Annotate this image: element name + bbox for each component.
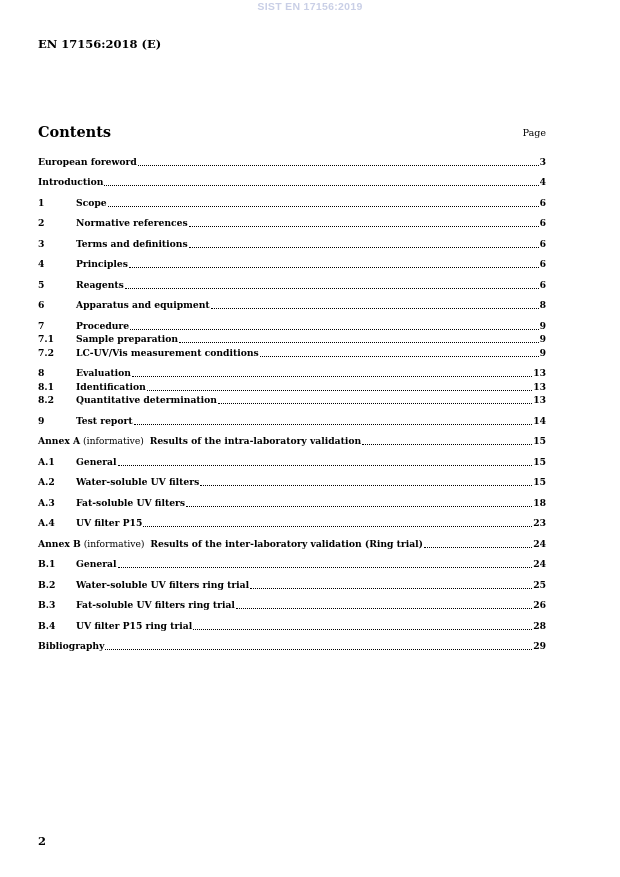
toc-entry-title: Principles — [76, 259, 128, 270]
toc-entry-page: 25 — [533, 579, 546, 591]
toc-entry[interactable] — [38, 476, 546, 490]
toc-entry[interactable] — [38, 517, 546, 531]
toc-entry[interactable] — [38, 346, 546, 360]
toc-entry-number: 2 — [38, 218, 45, 229]
toc-entry-number: A.4 — [38, 518, 55, 529]
toc-entry-page: 13 — [533, 368, 546, 379]
toc-entry[interactable] — [38, 578, 546, 592]
toc-entry-number: 9 — [38, 415, 45, 427]
dot-leader — [250, 588, 532, 589]
toc-entry-number: 7.2 — [38, 347, 54, 359]
toc-entry[interactable] — [38, 496, 546, 510]
toc-entry-title: Bibliography — [38, 641, 105, 652]
toc-entry-title: Reagents — [76, 279, 124, 291]
toc-entry-page: 26 — [533, 600, 546, 611]
dot-leader — [147, 390, 532, 391]
toc-entry-title: Identification — [76, 381, 146, 393]
toc-entry-title: UV filter P15 — [76, 518, 143, 529]
toc-entry-number: A.1 — [38, 456, 55, 468]
toc-entry-page: 6 — [539, 279, 546, 291]
toc-entry-title: Test report — [76, 415, 133, 427]
watermark: SIST EN 17156:2019 — [257, 1, 363, 13]
toc-entry-title — [38, 539, 423, 551]
toc-entry-number: 7.1 — [38, 334, 54, 345]
dot-leader — [118, 465, 533, 466]
dot-leader — [211, 308, 539, 309]
toc-entry[interactable] — [38, 619, 546, 633]
dot-leader — [186, 506, 532, 507]
dot-leader — [193, 629, 532, 630]
dot-leader — [143, 526, 532, 527]
dot-leader — [134, 424, 533, 425]
toc-entry[interactable] — [38, 333, 546, 347]
dot-leader — [104, 185, 538, 186]
dot-leader — [236, 608, 532, 609]
dot-leader — [200, 485, 532, 486]
toc-entry[interactable] — [38, 319, 546, 333]
toc-entry-title — [38, 436, 361, 448]
toc-entry-title: Introduction — [38, 177, 104, 188]
toc-entry-page: 6 — [539, 259, 546, 270]
table-of-contents — [38, 155, 546, 653]
toc-entry[interactable] — [38, 537, 546, 551]
toc-entry-page: 14 — [533, 415, 546, 427]
dot-leader — [125, 288, 539, 289]
page-number: 2 — [38, 834, 47, 848]
dot-leader — [138, 165, 539, 166]
toc-entry[interactable] — [38, 558, 546, 572]
toc-entry-title: European foreword — [38, 156, 137, 168]
toc-entry[interactable] — [38, 640, 546, 654]
toc-entry-title: General — [76, 456, 117, 468]
toc-entry-page: 9 — [539, 334, 546, 345]
toc-entry-page: 8 — [539, 300, 546, 311]
annex-type: (informative) — [80, 436, 150, 447]
toc-entry-number: A.2 — [38, 477, 55, 488]
toc-entry-title: Terms and definitions — [76, 238, 188, 250]
toc-entry[interactable] — [38, 435, 546, 449]
toc-entry-title: Normative references — [76, 218, 188, 229]
toc-entry-page: 6 — [539, 218, 546, 229]
toc-entry-number: 8.2 — [38, 395, 54, 406]
dot-leader — [424, 547, 532, 548]
dot-leader — [108, 206, 539, 207]
dot-leader — [362, 444, 532, 445]
dot-leader — [129, 267, 539, 268]
page-column-label: Page — [522, 128, 546, 139]
dot-leader — [189, 226, 539, 227]
toc-entry-page: 23 — [533, 518, 546, 529]
toc-entry-title: Evaluation — [76, 368, 131, 379]
toc-entry-page: 24 — [533, 538, 546, 550]
toc-entry-title: Fat-soluble UV filters — [76, 497, 186, 509]
toc-entry-title: General — [76, 559, 117, 570]
toc-entry-title: Water-soluble UV filters — [76, 477, 200, 488]
toc-entry-page: 15 — [533, 436, 546, 447]
annex-title: Results of the inter-laboratory validation (Ring trial) — [150, 538, 424, 550]
toc-entry[interactable] — [38, 217, 546, 231]
contents-title: Contents — [38, 124, 112, 141]
toc-entry-title: Sample preparation — [76, 334, 179, 345]
toc-entry-number: 7 — [38, 320, 45, 332]
toc-entry[interactable] — [38, 258, 546, 272]
toc-entry-title: Procedure — [76, 320, 130, 332]
toc-entry-page: 9 — [539, 347, 546, 359]
dot-leader — [118, 567, 533, 568]
toc-entry[interactable] — [38, 414, 546, 428]
toc-entry-number: 8 — [38, 368, 45, 379]
toc-entry-number: 4 — [38, 259, 45, 270]
dot-leader — [260, 356, 539, 357]
toc-entry-title: Fat-soluble UV filters ring trial — [76, 600, 235, 611]
toc-entry-title: Scope — [76, 197, 107, 209]
toc-entry-title: Water-soluble UV filters ring trial — [76, 579, 250, 591]
toc-entry[interactable] — [38, 367, 546, 381]
toc-entry-number: 5 — [38, 279, 45, 291]
toc-entry-number: 6 — [38, 300, 45, 311]
toc-entry-page: 15 — [533, 477, 546, 488]
dot-leader — [105, 649, 532, 650]
toc-entry[interactable] — [38, 196, 546, 210]
toc-entry-title: Apparatus and equipment — [76, 300, 210, 311]
toc-entry[interactable] — [38, 380, 546, 394]
dot-leader — [189, 247, 539, 248]
toc-entry-number: B.3 — [38, 600, 56, 611]
toc-entry-title: UV filter P15 ring trial — [76, 620, 193, 632]
dot-leader — [218, 403, 532, 404]
toc-entry[interactable] — [38, 237, 546, 251]
toc-entry-page: 9 — [539, 320, 546, 332]
toc-entry-page: 29 — [533, 641, 546, 652]
toc-entry[interactable] — [38, 155, 546, 169]
toc-entry-number: 8.1 — [38, 381, 54, 393]
dot-leader — [130, 329, 538, 330]
toc-entry-number: 1 — [38, 197, 45, 209]
dot-leader — [179, 342, 539, 343]
toc-entry[interactable] — [38, 299, 546, 313]
toc-entry-title: Quantitative determination — [76, 395, 217, 406]
toc-entry-page: 13 — [533, 381, 546, 393]
toc-entry-number: B.1 — [38, 559, 56, 570]
toc-entry-number: A.3 — [38, 497, 55, 509]
toc-entry-page: 24 — [533, 559, 546, 570]
toc-entry[interactable] — [38, 599, 546, 613]
annex-type: (informative) — [80, 538, 151, 550]
toc-entry[interactable] — [38, 394, 546, 408]
toc-entry[interactable] — [38, 278, 546, 292]
toc-entry-page: 3 — [539, 156, 546, 168]
toc-entry-page: 6 — [539, 238, 546, 250]
toc-entry-page: 4 — [539, 177, 546, 188]
annex-title: Results of the intra-laboratory validation — [149, 436, 362, 447]
toc-entry-page: 18 — [533, 497, 546, 509]
toc-entry-number: B.4 — [38, 620, 56, 632]
toc-entry-page: 13 — [533, 395, 546, 406]
toc-entry-page: 28 — [533, 620, 546, 632]
annex-label: Annex B — [38, 538, 81, 550]
document-id: EN 17156:2018 (E) — [38, 37, 162, 51]
toc-entry-title: LC-UV/Vis measurement conditions — [76, 347, 259, 359]
toc-entry-number: 3 — [38, 238, 45, 250]
toc-entry[interactable] — [38, 455, 546, 469]
toc-entry-page: 6 — [539, 197, 546, 209]
annex-label: Annex A — [38, 436, 81, 447]
dot-leader — [132, 376, 532, 377]
toc-entry-number: B.2 — [38, 579, 56, 591]
toc-entry-page: 15 — [533, 456, 546, 468]
toc-entry[interactable] — [38, 176, 546, 190]
